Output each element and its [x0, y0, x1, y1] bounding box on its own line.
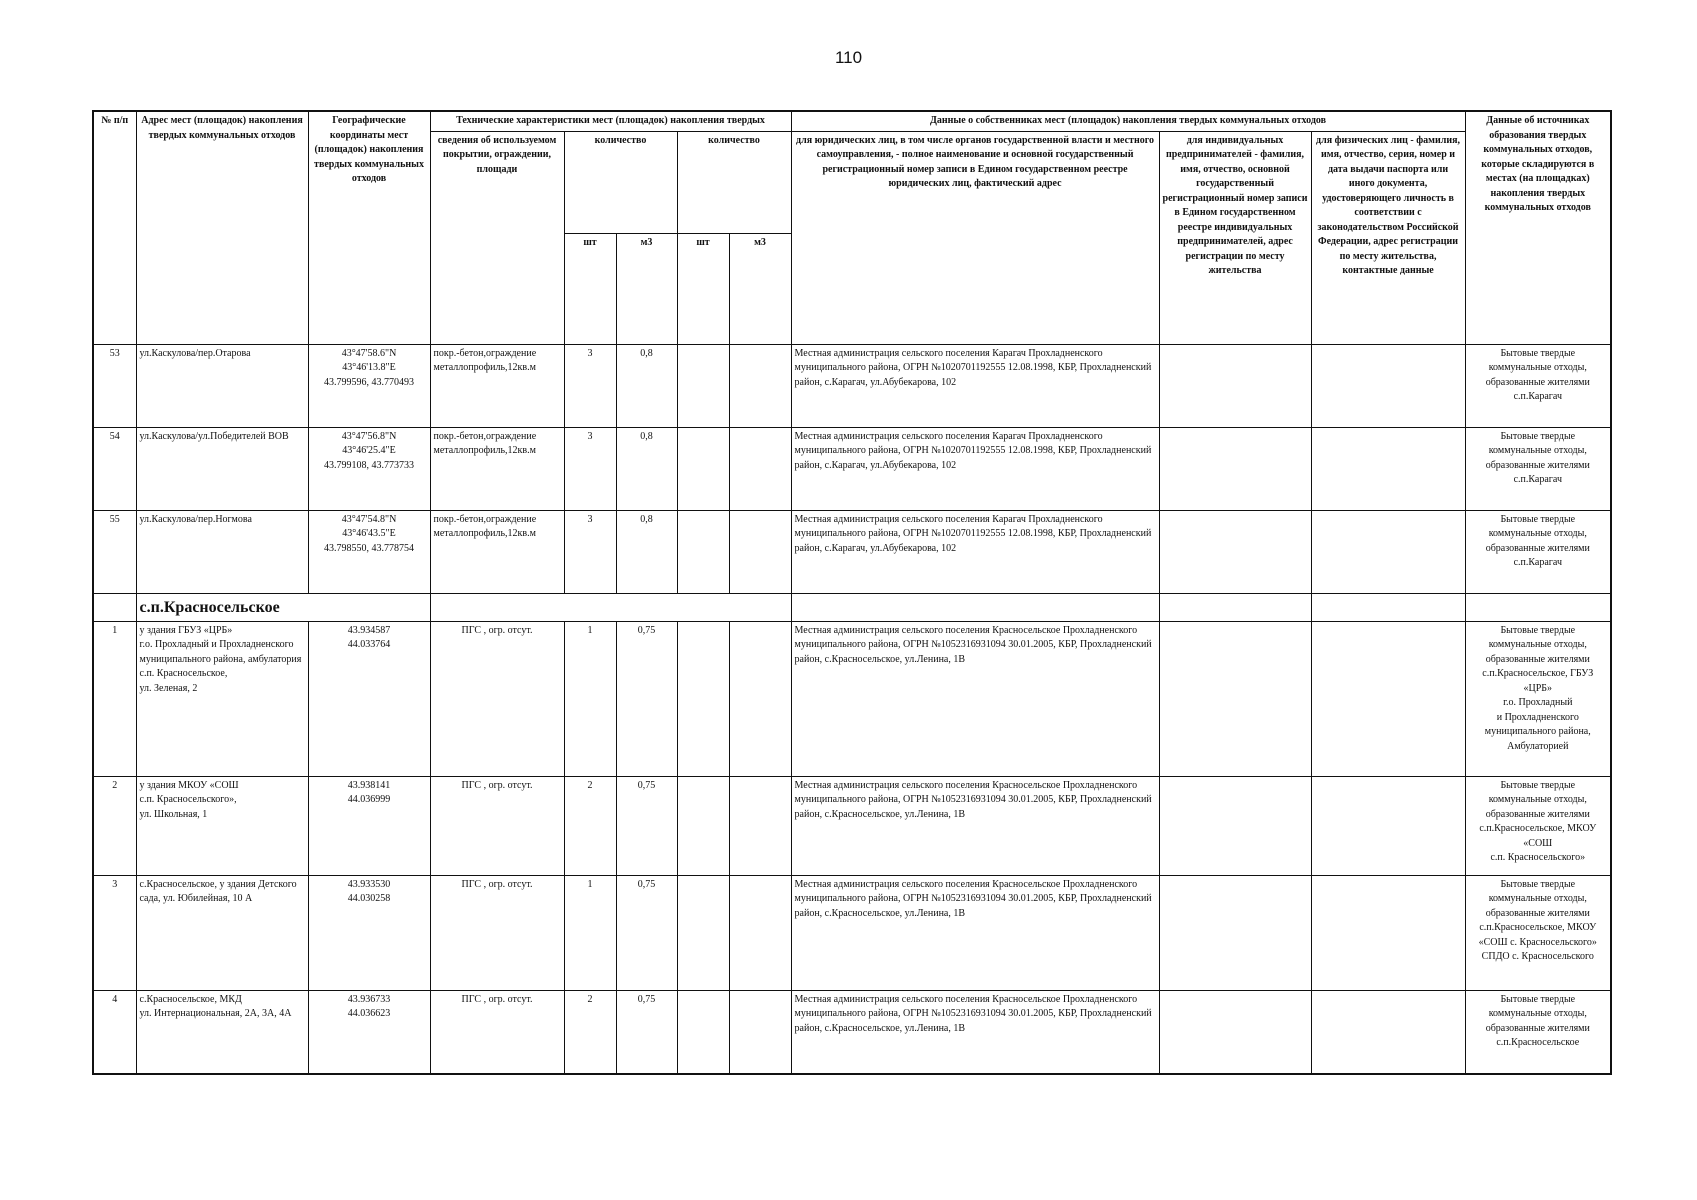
row-owner-legal: Местная администрация сельского поселения Красносельское Прохладненского муниципального района, ОГРН №1052316931094 30.01.2005, КБР, Прохладненский район, с.Красносельское, ул.Ленина, 1В	[791, 990, 1159, 1074]
row-owner-legal: Местная администрация сельского поселения Красносельское Прохладненского муниципального района, ОГРН №1052316931094 30.01.2005, КБР, Прохладненский район, с.Красносельское, ул.Ленина, 1В	[791, 875, 1159, 990]
row-planned-pcs	[677, 875, 729, 990]
header-tech: Технические характеристики мест (площадок) накопления твердых	[430, 111, 791, 131]
header-unit-m3: м3	[616, 233, 677, 344]
row-coords: 43.936733 44.036623	[308, 990, 430, 1074]
row-source: Бытовые твердые коммунальные отходы, образованные жителями с.п.Карагач	[1465, 344, 1611, 427]
table-row	[93, 621, 1611, 776]
row-source: Бытовые твердые коммунальные отходы, образованные жителями с.п.Красносельское, МКОУ «СОШ с. Красносельского» СПДО с. Красносельского	[1465, 875, 1611, 990]
row-pcs: 1	[564, 875, 616, 990]
header-row-1	[93, 111, 1611, 131]
table-row	[93, 990, 1611, 1074]
row-num: 53	[93, 344, 136, 427]
row-owner-legal: Местная администрация сельского поселения Красносельское Прохладненского муниципального района, ОГРН №1052316931094 30.01.2005, КБР, Прохладненский район, с.Красносельское, ул.Ленина, 1В	[791, 621, 1159, 776]
row-coords: 43°47'58.6"N 43°46'13.8"E 43.799596, 43.770493	[308, 344, 430, 427]
row-planned-pcs	[677, 990, 729, 1074]
row-planned-pcs	[677, 427, 729, 510]
section-title: с.п.Красносельское	[136, 593, 430, 621]
header-unit-m3-planned: м3	[729, 233, 791, 344]
row-planned-pcs	[677, 344, 729, 427]
row-address: ул.Каскулова/пер.Ногмова	[136, 510, 308, 593]
row-source: Бытовые твердые коммунальные отходы, образованные жителями с.п.Красносельское	[1465, 990, 1611, 1074]
row-surface: ПГС , огр. отсут.	[430, 990, 564, 1074]
row-planned-m3	[729, 510, 791, 593]
row-coords: 43.934587 44.033764	[308, 621, 430, 776]
row-owner-ip	[1159, 427, 1311, 510]
row-owner-ip	[1159, 344, 1311, 427]
row-pcs: 3	[564, 427, 616, 510]
row-owner-phys	[1311, 621, 1465, 776]
row-address: ул.Каскулова/пер.Отарова	[136, 344, 308, 427]
row-m3: 0,8	[616, 510, 677, 593]
header-unit-pcs: шт	[564, 233, 616, 344]
row-address: у здания ГБУЗ «ЦРБ» г.о. Прохладный и Прохладненского муниципального района, амбулатория с.п. Красносельское, ул. Зеленая, 2	[136, 621, 308, 776]
row-surface: ПГС , огр. отсут.	[430, 875, 564, 990]
row-planned-m3	[729, 776, 791, 875]
row-coords: 43.938141 44.036999	[308, 776, 430, 875]
row-address: с.Красносельское, у здания Детского сада, ул. Юбилейная, 10 А	[136, 875, 308, 990]
row-planned-pcs	[677, 621, 729, 776]
row-address: у здания МКОУ «СОШ с.п. Красносельского», ул. Школьная, 1	[136, 776, 308, 875]
row-owner-phys	[1311, 510, 1465, 593]
section-num-cell	[93, 593, 136, 621]
row-planned-pcs	[677, 776, 729, 875]
row-num: 2	[93, 776, 136, 875]
table-row	[93, 427, 1611, 510]
row-surface: ПГС , огр. отсут.	[430, 776, 564, 875]
row-num: 1	[93, 621, 136, 776]
table-row	[93, 344, 1611, 427]
section-phys-cell	[1311, 593, 1465, 621]
section-source-cell	[1465, 593, 1611, 621]
row-source: Бытовые твердые коммунальные отходы, образованные жителями с.п.Красносельское, ГБУЗ «ЦРБ» г.о. Прохладный и Прохладненского муниципального района, Амбулаторией	[1465, 621, 1611, 776]
row-m3: 0,75	[616, 990, 677, 1074]
header-owners: Данные о собственниках мест (площадок) накопления твердых коммунальных отходов	[791, 111, 1465, 131]
header-address: Адрес мест (площадок) накопления твердых коммунальных отходов	[136, 111, 308, 344]
section-tech-cell	[430, 593, 791, 621]
row-owner-ip	[1159, 990, 1311, 1074]
row-owner-ip	[1159, 776, 1311, 875]
row-owner-legal: Местная администрация сельского поселения Карагач Прохладненского муниципального района, ОГРН №1020701192555 12.08.1998, КБР, Прохладненский район, с.Карагач, ул.Абубекарова, 102	[791, 510, 1159, 593]
row-owner-ip	[1159, 510, 1311, 593]
row-owner-phys	[1311, 990, 1465, 1074]
row-surface: покр.-бетон,ограждение металлопрофиль,12кв.м	[430, 427, 564, 510]
row-num: 3	[93, 875, 136, 990]
row-m3: 0,75	[616, 875, 677, 990]
row-owner-legal: Местная администрация сельского поселения Карагач Прохладненского муниципального района, ОГРН №1020701192555 12.08.1998, КБР, Прохладненский район, с.Карагач, ул.Абубекарова, 102	[791, 427, 1159, 510]
row-coords: 43.933530 44.030258	[308, 875, 430, 990]
table-row	[93, 776, 1611, 875]
header-sources: Данные об источниках образования твердых коммунальных отходов, которые складируются в местах (на площадках) накопления твердых коммунальных отходов	[1465, 111, 1611, 344]
section-owner-cell	[791, 593, 1159, 621]
header-owners-phys: для физических лиц - фамилия, имя, отчество, серия, номер и дата выдачи паспорта или иного документа, удостоверяющего личность в соответствии с законодательством Российской Федерации, адрес регистрации по месту жительства, контактные данные	[1311, 131, 1465, 344]
row-coords: 43°47'56.8"N 43°46'25.4"E 43.799108, 43.773733	[308, 427, 430, 510]
row-m3: 0,75	[616, 621, 677, 776]
row-owner-legal: Местная администрация сельского поселения Карагач Прохладненского муниципального района, ОГРН №1020701192555 12.08.1998, КБР, Прохладненский район, с.Карагач, ул.Абубекарова, 102	[791, 344, 1159, 427]
row-pcs: 3	[564, 344, 616, 427]
header-coords: Географические координаты мест (площадок) накопления твердых коммунальных отходов	[308, 111, 430, 344]
header-owners-ip: для индивидуальных предпринимателей - фамилия, имя, отчество, основной государственный регистрационный номер записи в Едином государственном реестре индивидуальных предпринимателей, адрес регистрации по месту жительства	[1159, 131, 1311, 344]
row-coords: 43°47'54.8"N 43°46'43.5"E 43.798550, 43.778754	[308, 510, 430, 593]
header-tech-count-planned: количество	[677, 131, 791, 233]
header-tech-surface: сведения об используемом покрытии, ограждении, площади	[430, 131, 564, 344]
row-surface: покр.-бетон,ограждение металлопрофиль,12кв.м	[430, 344, 564, 427]
row-owner-phys	[1311, 344, 1465, 427]
row-planned-m3	[729, 344, 791, 427]
header-tech-count-placed: количество	[564, 131, 677, 233]
row-source: Бытовые твердые коммунальные отходы, образованные жителями с.п.Карагач	[1465, 510, 1611, 593]
row-pcs: 2	[564, 990, 616, 1074]
waste-sites-table	[92, 110, 1612, 1075]
row-pcs: 2	[564, 776, 616, 875]
row-planned-m3	[729, 427, 791, 510]
row-owner-ip	[1159, 621, 1311, 776]
row-planned-m3	[729, 875, 791, 990]
row-m3: 0,8	[616, 344, 677, 427]
section-row	[93, 593, 1611, 621]
row-owner-phys	[1311, 875, 1465, 990]
row-surface: покр.-бетон,ограждение металлопрофиль,12кв.м	[430, 510, 564, 593]
row-planned-pcs	[677, 510, 729, 593]
row-m3: 0,8	[616, 427, 677, 510]
row-source: Бытовые твердые коммунальные отходы, образованные жителями с.п.Красносельское, МКОУ «СОШ с.п. Красносельского»	[1465, 776, 1611, 875]
row-owner-phys	[1311, 427, 1465, 510]
row-num: 54	[93, 427, 136, 510]
header-unit-pcs-planned: шт	[677, 233, 729, 344]
header-num: № п/п	[93, 111, 136, 344]
row-pcs: 1	[564, 621, 616, 776]
row-planned-m3	[729, 621, 791, 776]
page-number: 110	[834, 48, 863, 67]
row-num: 55	[93, 510, 136, 593]
row-planned-m3	[729, 990, 791, 1074]
row-address: ул.Каскулова/ул.Победителей ВОВ	[136, 427, 308, 510]
row-owner-ip	[1159, 875, 1311, 990]
row-pcs: 3	[564, 510, 616, 593]
row-owner-legal: Местная администрация сельского поселения Красносельское Прохладненского муниципального района, ОГРН №1052316931094 30.01.2005, КБР, Прохладненский район, с.Красносельское, ул.Ленина, 1В	[791, 776, 1159, 875]
row-num: 4	[93, 990, 136, 1074]
header-owners-legal: для юридических лиц, в том числе органов государственной власти и местного самоуправления, - полное наименование и основной государственный регистрационный номер записи в Едином государственном реестре юридических лиц, фактический адрес	[791, 131, 1159, 344]
row-source: Бытовые твердые коммунальные отходы, образованные жителями с.п.Карагач	[1465, 427, 1611, 510]
row-owner-phys	[1311, 776, 1465, 875]
row-surface: ПГС , огр. отсут.	[430, 621, 564, 776]
row-m3: 0,75	[616, 776, 677, 875]
table-row	[93, 510, 1611, 593]
section-ip-cell	[1159, 593, 1311, 621]
row-address: с.Красносельское, МКД ул. Интернациональная, 2А, 3А, 4А	[136, 990, 308, 1074]
table-row	[93, 875, 1611, 990]
